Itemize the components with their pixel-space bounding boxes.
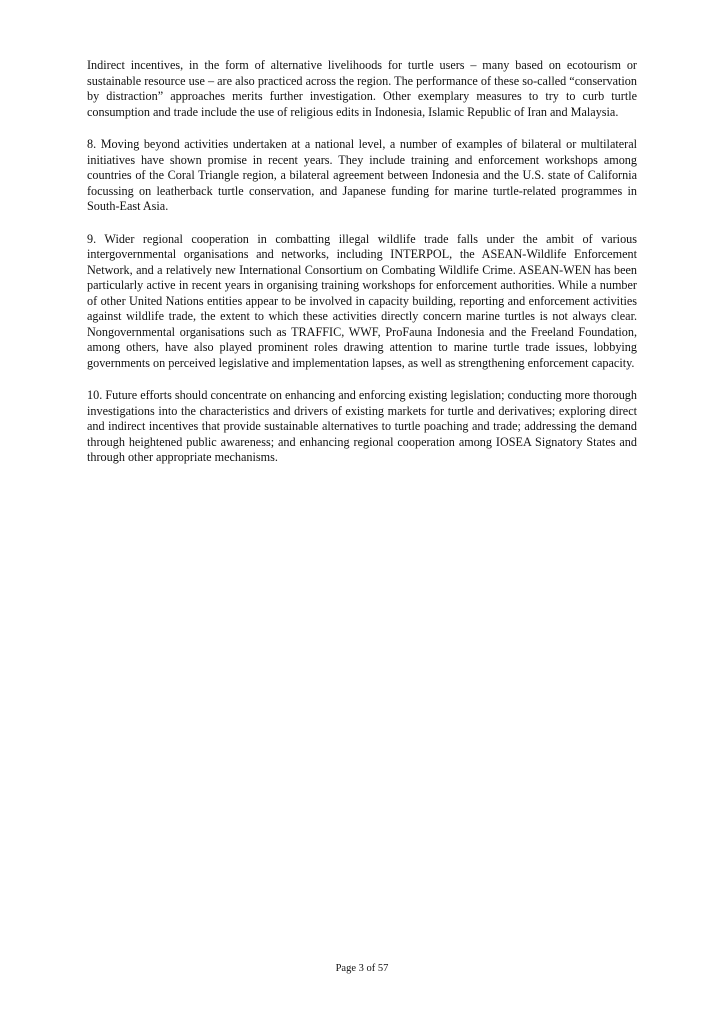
paragraph-10-future-efforts: 10. Future efforts should concentrate on enhancing and enforcing existing legislation; conducting more thorough investigations into the characteristics and drivers of existing markets for turtle and derivatives; exploring direct and indirect incentives that provide sustainable alternatives to turtle poaching and trade; addressing the demand through heightened public awareness; and enhancing regional cooperation among IOSEA Signatory States and through other appropriate mechanisms. — [87, 388, 637, 464]
body-text — [87, 58, 637, 483]
paragraph-9-regional-cooperation: 9. Wider regional cooperation in combatting illegal wildlife trade falls under the ambit of various intergovernmental organisations and networks, including INTERPOL, the ASEAN-Wildlife Enforcement Network, and a relatively new International Consortium on Combating Wildlife Crime. ASEAN-WEN has been particularly active in recent years in organising training workshops for enforcement authorities. While a number of other United Nations entities appear to be involved in capacity building, reporting and enforcement activities against wildlife trade, the extent to which these activities directly concern marine turtles is not always clear. Nongovernmental organisations such as TRAFFIC, WWF, ProFauna Indonesia and the Freeland Foundation, among others, have also played prominent roles drawing attention to marine turtle trade issues, lobbying governments on perceived legislative and implementation lapses, as well as strengthening enforcement capacity. — [87, 231, 637, 370]
paragraph-8-bilateral-initiatives: 8. Moving beyond activities undertaken at a national level, a number of examples of bilateral or multilateral initiatives have shown promise in recent years. They include training and enforcement workshops among countries of the Coral Triangle region, a bilateral agreement between Indonesia and the U.S. state of California focussing on leatherback turtle conservation, and Japanese funding for marine turtle-related programmes in South-East Asia. — [87, 137, 637, 213]
paragraph-indirect-incentives: Indirect incentives, in the form of alternative livelihoods for turtle users – many based on ecotourism or sustainable resource use – are also practiced across the region. The performance of these so-called “conservation by distraction” approaches merits further investigation. Other exemplary measures to try to curb turtle consumption and trade include the use of religious edits in Indonesia, Islamic Republic of Iran and Malaysia. — [87, 58, 637, 119]
page-number: Page 3 of 57 — [335, 963, 389, 974]
